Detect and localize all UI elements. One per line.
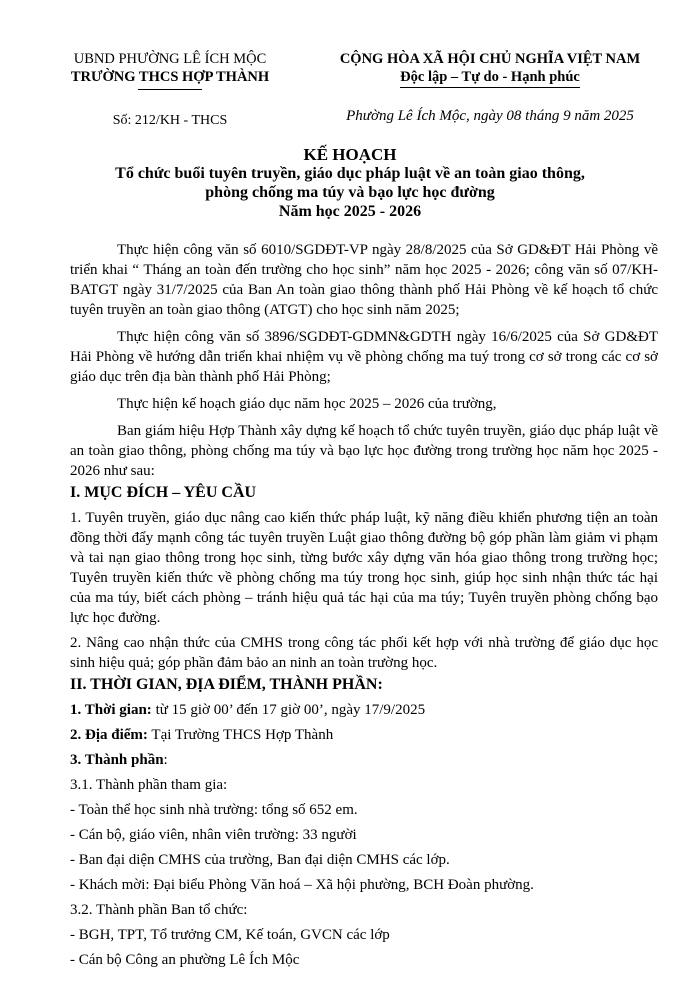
nation-name: CỘNG HÒA XÃ HỘI CHỦ NGHĨA VIỆT NAM — [339, 51, 641, 67]
document-body — [70, 240, 658, 970]
time-value: từ 15 giờ 00’ đến 17 giờ 00’, ngày 17/9/2025 — [151, 702, 426, 718]
section-1-item-1: 1. Tuyên truyền, giáo dục nâng cao kiến thức pháp luật, kỹ năng điều khiển phương tiện an toàn đồng thời đẩy mạnh công tác tuyên truyền Luật giao thông đường bộ góp phần làm giảm vi phạm và tai nạn giao thông trong học sinh, từng bước xây dựng văn hóa giao thông trong trường học; Tuyên truyền kiến thức về phòng chống ma túy trong học sinh, giúp học sinh nhận thức tác hại của ma túy, biết cách phòng – tránh hiệu quả tác hại của ma túy; Tuyên truyền phòng chống bạo lực học đường. — [70, 510, 658, 626]
issuer-block — [40, 50, 300, 130]
place-line — [70, 725, 658, 745]
title-line-2: phòng chống ma túy và bạo lực học đường — [205, 184, 495, 201]
document-number: Số: 212/KH - THCS — [112, 113, 228, 128]
time-label: 1. Thời gian: — [70, 702, 152, 718]
participants-subheading: 3.1. Thành phần tham gia: — [70, 777, 228, 793]
title-main: KẾ HOẠCH — [303, 145, 397, 164]
national-motto: Độc lập – Tự do - Hạnh phúc — [400, 68, 580, 88]
participant-item: - Toàn thể học sinh nhà trường: tổng số 652 em. — [70, 802, 358, 818]
participant-item: - Cán bộ, giáo viên, nhân viên trường: 33 người — [70, 827, 357, 843]
participant-item: - Khách mời: Đại biểu Phòng Văn hoá – Xã hội phường, BCH Đoàn phường. — [70, 877, 534, 893]
organizers-subheading: 3.2. Thành phần Ban tổ chức: — [70, 902, 248, 918]
issuer-underline — [138, 89, 202, 90]
issuer-authority: UBND PHƯỜNG LÊ ÍCH MỘC — [73, 51, 267, 67]
intro-paragraph-4: Ban giám hiệu Hợp Thành xây dựng kế hoạch tổ chức tuyên truyền, giáo dục pháp luật về an toàn giao thông, phòng chống ma túy và bạo lực học đường trong trường học năm học 2025 - 2026 như sau: — [70, 423, 658, 479]
title-line-1: Tổ chức buổi tuyên truyền, giáo dục pháp luật về an toàn giao thông, — [115, 165, 585, 182]
place-value: Tại Trường THCS Hợp Thành — [147, 727, 334, 743]
time-line — [70, 700, 658, 720]
national-heading — [300, 50, 680, 125]
intro-paragraph-3: Thực hiện kế hoạch giáo dục năm học 2025 – 2026 của trường, — [117, 396, 497, 412]
title-line-3: Năm học 2025 - 2026 — [278, 203, 422, 220]
intro-paragraph-2: Thực hiện công văn số 3896/SGDĐT-GDMN&GDTH ngày 16/6/2025 của Sở GD&ĐT Hải Phòng về hướng dẫn triển khai nhiệm vụ về phòng chống ma tuý trong cơ sở trong các cơ sở giáo dục trên địa bàn thành phố Hải Phòng; — [70, 329, 658, 385]
organizer-item: - Cán bộ Công an phường Lê Ích Mộc — [70, 952, 300, 968]
participant-item: - Ban đại diện CMHS của trường, Ban đại diện CMHS các lớp. — [70, 852, 450, 868]
intro-paragraph-1: Thực hiện công văn số 6010/SGDĐT-VP ngày 28/8/2025 của Sở GD&ĐT Hải Phòng về triển khai “ Tháng an toàn đến trường cho học sinh” năm học 2025 - 2026; công văn số 07/KH-BATGT ngày 31/7/2025 của Ban An toàn giao thông thành phố Hải Phòng về kế hoạch tổ chức tuyên truyền an toàn giao thông (ATGT) cho học sinh năm 2025; — [70, 242, 658, 318]
members-label: 3. Thành phần — [70, 752, 164, 768]
issuer-school: TRƯỜNG THCS HỢP THÀNH — [70, 69, 270, 85]
section-2-heading: II. THỜI GIAN, ĐỊA ĐIỂM, THÀNH PHẦN: — [70, 676, 383, 693]
document-title — [40, 145, 660, 221]
section-1-item-2: 2. Nâng cao nhận thức của CMHS trong công tác phối kết hợp với nhà trường để giáo dục học sinh hiệu quả; góp phần đảm bảo an ninh an toàn trường học. — [70, 635, 658, 671]
organizer-item: - BGH, TPT, Tổ trưởng CM, Kế toán, GVCN các lớp — [70, 927, 390, 943]
place-label: 2. Địa điểm: — [70, 727, 148, 743]
section-1-heading: I. MỤC ĐÍCH – YÊU CẦU — [70, 484, 257, 501]
place-and-date: Phường Lê Ích Mộc, ngày 08 tháng 9 năm 2025 — [346, 108, 634, 124]
members-colon: : — [163, 752, 168, 768]
members-line — [70, 750, 658, 770]
